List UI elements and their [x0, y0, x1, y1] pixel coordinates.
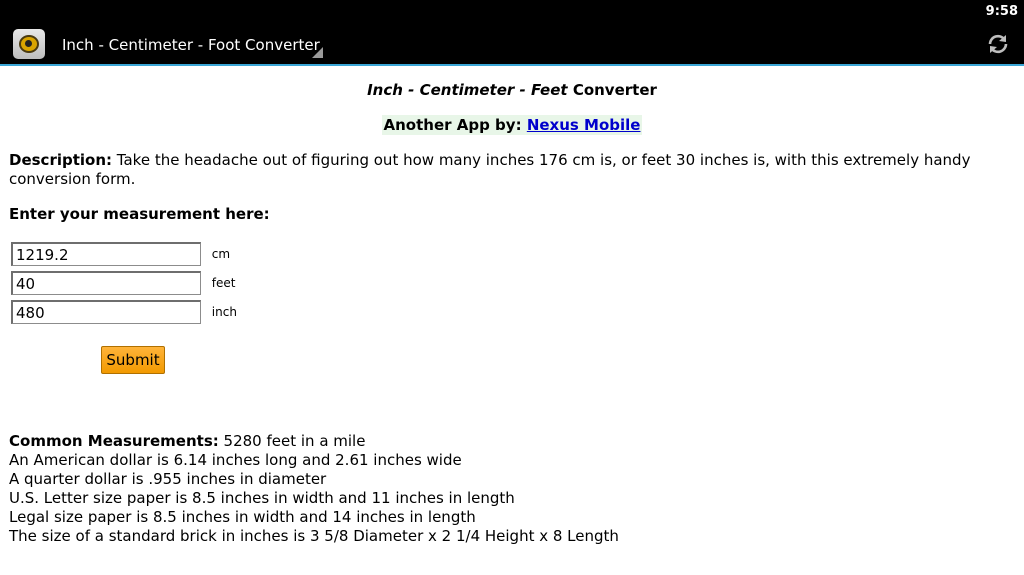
action-bar-title[interactable]: Inch - Centimeter - Foot Converter	[62, 36, 320, 54]
inch-unit-label: inch	[211, 305, 237, 319]
inch-input[interactable]	[11, 300, 201, 324]
feet-unit-label: feet	[211, 276, 236, 290]
action-bar	[0, 24, 1024, 66]
feet-row	[11, 271, 235, 295]
common-line: A quarter dollar is .955 inches in diameter	[9, 470, 327, 488]
page-title	[0, 81, 1024, 99]
common-first-line	[9, 432, 1014, 451]
page-title-italic: Inch - Centimeter - Feet	[367, 81, 568, 99]
common-measurements	[9, 432, 1014, 546]
description-label: Description:	[9, 151, 113, 169]
common-line: The size of a standard brick in inches is 3 5/8 Diameter x 2 1/4 Height x 8 Length	[9, 527, 619, 545]
enter-measurement-label: Enter your measurement here:	[9, 205, 270, 223]
inch-row	[11, 300, 237, 324]
common-line: Legal size paper is 8.5 inches in width and 14 inches in length	[9, 508, 476, 526]
description-text: Take the headache out of figuring out how many inches 176 cm is, or feet 30 inches is, with this extremely handy conversion form.	[9, 151, 971, 188]
nexus-mobile-link[interactable]: Nexus Mobile	[526, 116, 641, 134]
common-line: An American dollar is 6.14 inches long and 2.61 inches wide	[9, 451, 462, 469]
tape-measure-icon[interactable]	[13, 29, 45, 59]
another-app-highlight	[382, 115, 643, 135]
another-app-label: Another App by:	[383, 116, 522, 134]
status-bar	[0, 0, 1024, 24]
refresh-icon[interactable]	[986, 32, 1010, 56]
common-label: Common Measurements:	[9, 432, 219, 450]
webview-content	[0, 66, 1024, 575]
status-time: 9:58	[985, 4, 1018, 19]
page-title-rest: Converter	[572, 81, 657, 99]
common-first-text: 5280 feet in a mile	[223, 432, 366, 450]
cm-unit-label: cm	[211, 247, 231, 261]
another-app-line	[0, 116, 1024, 134]
cm-row	[11, 242, 230, 266]
feet-input[interactable]	[11, 271, 201, 295]
common-line: U.S. Letter size paper is 8.5 inches in width and 11 inches in length	[9, 489, 515, 507]
cm-input[interactable]	[11, 242, 201, 266]
submit-button[interactable]: Submit	[101, 346, 165, 374]
description	[9, 151, 1014, 189]
dropdown-indicator-icon[interactable]	[312, 47, 323, 58]
